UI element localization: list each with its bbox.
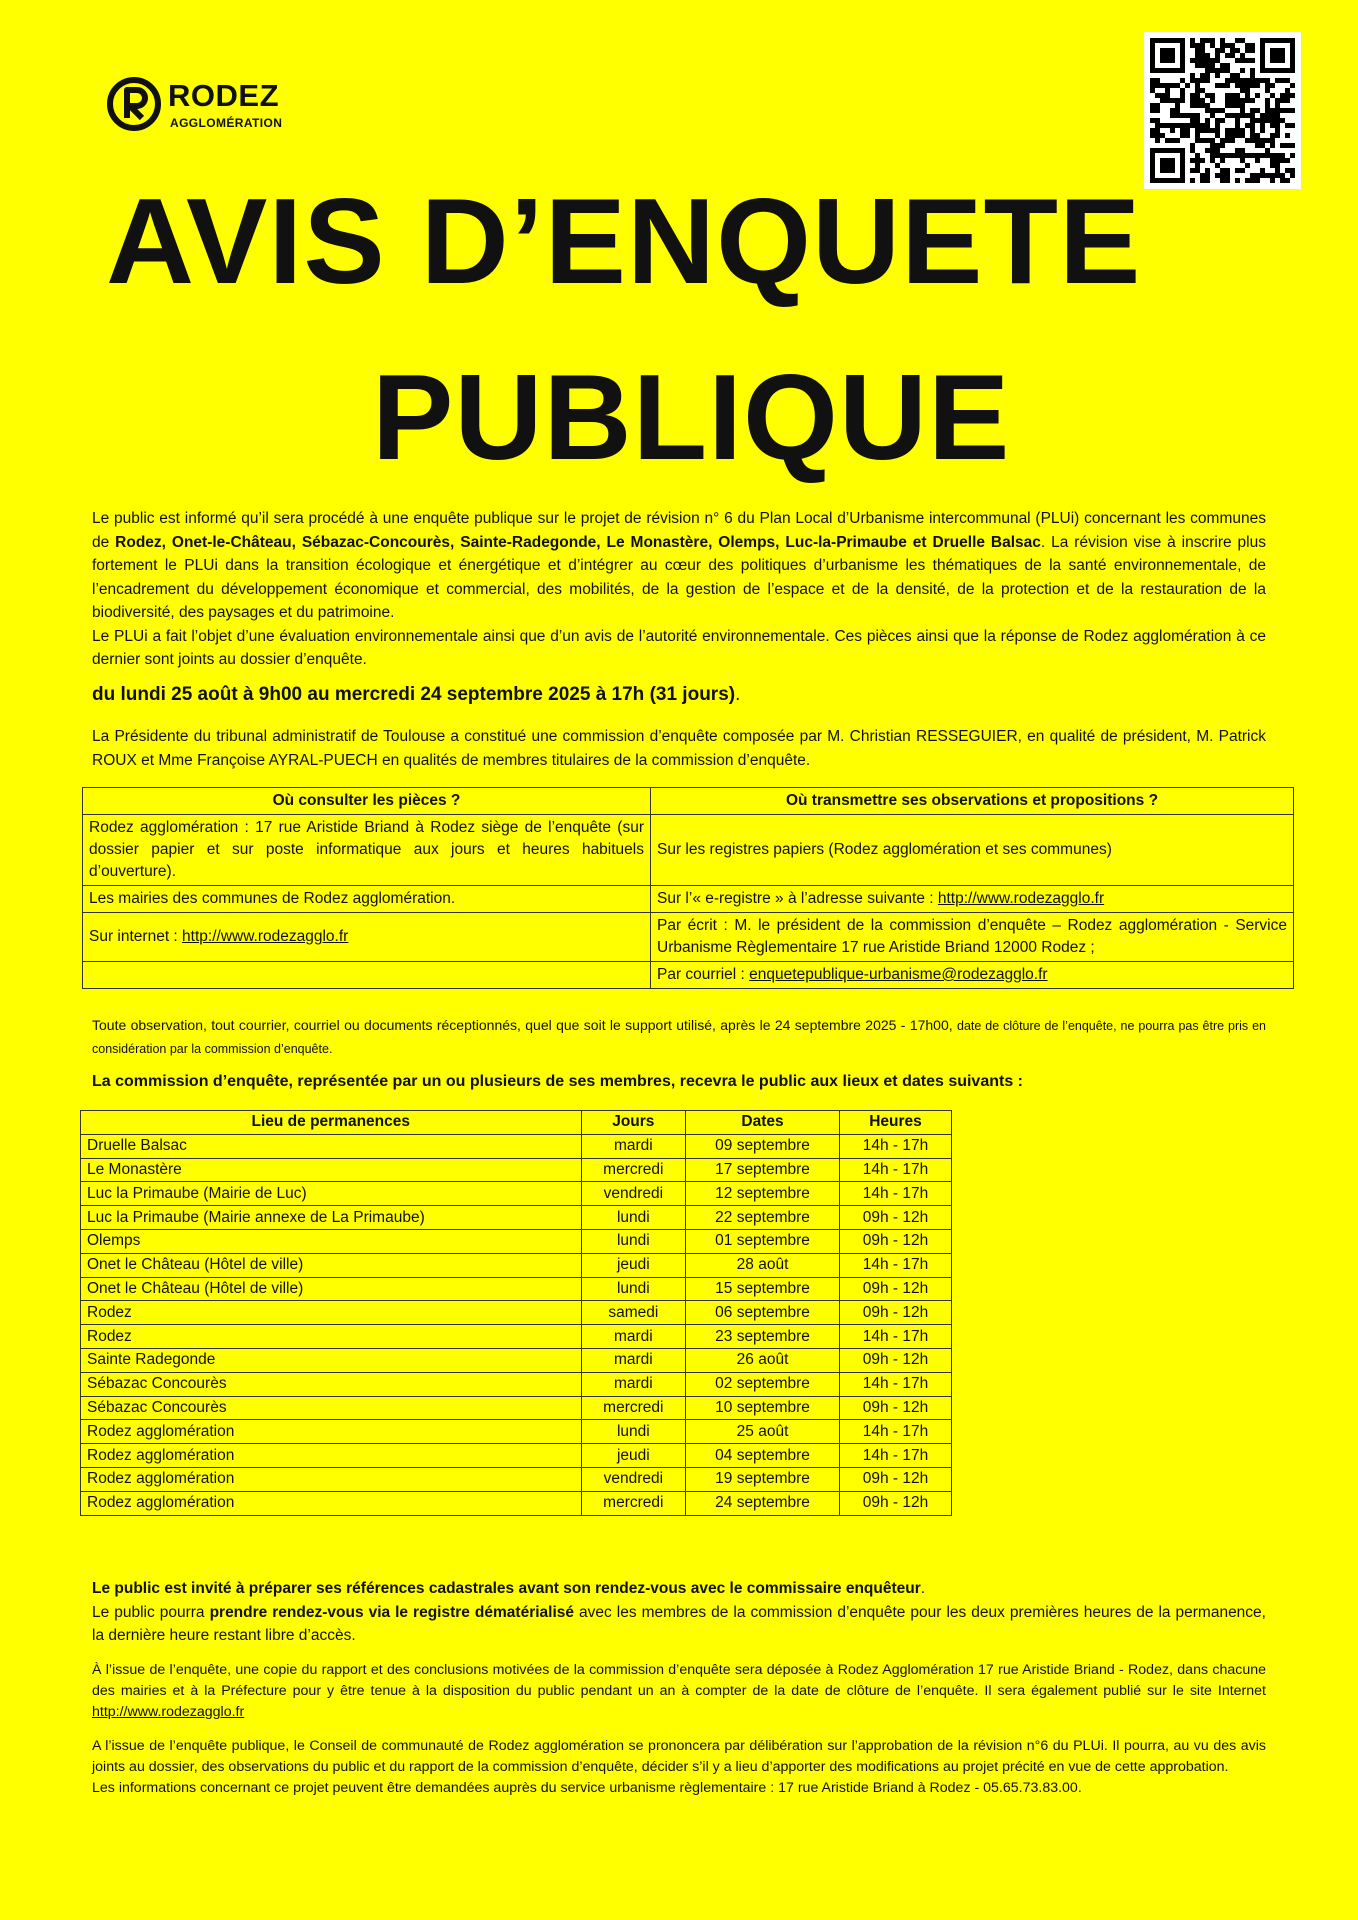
lieu-cell: Olemps xyxy=(81,1229,582,1253)
heure-cell: 09h - 12h xyxy=(839,1206,951,1230)
lieu-cell: Luc la Primaube (Mairie annexe de La Primaube) xyxy=(81,1206,582,1230)
dates-bold: du lundi 25 août à 9h00 au mercredi 24 septembre 2025 à 17h (31 jours) xyxy=(92,684,736,705)
date-cell: 17 septembre xyxy=(686,1158,840,1182)
table-row xyxy=(81,1182,952,1206)
heure-cell: 14h - 17h xyxy=(839,1158,951,1182)
jour-cell: vendredi xyxy=(581,1182,686,1206)
heure-cell: 09h - 12h xyxy=(839,1491,951,1515)
date-cell: 09 septembre xyxy=(686,1134,840,1158)
intro-paragraph xyxy=(92,507,1266,672)
table-row xyxy=(81,1348,952,1372)
table-row xyxy=(83,886,1294,913)
jour-cell: mardi xyxy=(581,1325,686,1349)
observation-notice xyxy=(92,1014,1266,1060)
lieu-cell: Le Monastère xyxy=(81,1158,582,1182)
intro-text-c: Le PLUi a fait l’objet d’une évaluation environnementale ainsi que d’un avis de l’autorité environnementale. Ces pièces ainsi que la réponse de Rodez agglomération à ce dernier sont joints au dossier d’enquête. xyxy=(92,627,1266,668)
logo-name: RODEZ xyxy=(168,78,279,113)
table-row xyxy=(81,1467,952,1491)
transmit-cell xyxy=(651,886,1294,913)
heure-cell: 09h - 12h xyxy=(839,1277,951,1301)
date-cell: 25 août xyxy=(686,1420,840,1444)
date-cell: 15 septembre xyxy=(686,1277,840,1301)
jour-cell: lundi xyxy=(581,1229,686,1253)
dates-end: . xyxy=(735,684,741,705)
email-link[interactable]: enquetepublique-urbanisme@rodezagglo.fr xyxy=(749,966,1048,983)
rdv-bold-2: prendre rendez-vous via le registre dématérialisé xyxy=(209,1603,575,1621)
jour-cell: lundi xyxy=(581,1420,686,1444)
jour-cell: lundi xyxy=(581,1277,686,1301)
transmit-cell xyxy=(651,962,1294,989)
lieu-cell: Rodez agglomération xyxy=(81,1444,582,1468)
date-cell: 01 septembre xyxy=(686,1229,840,1253)
heure-cell: 09h - 12h xyxy=(839,1467,951,1491)
date-cell: 02 septembre xyxy=(686,1372,840,1396)
table-row xyxy=(81,1253,952,1277)
title-line-1: AVIS D’ENQUETE xyxy=(106,173,1142,309)
date-cell: 19 septembre xyxy=(686,1467,840,1491)
lieu-cell: Sébazac Concourès xyxy=(81,1372,582,1396)
lieu-cell: Sainte Radegonde xyxy=(81,1348,582,1372)
lieu-cell: Rodez agglomération xyxy=(81,1467,582,1491)
heure-cell: 14h - 17h xyxy=(839,1253,951,1277)
eregistre-label: Sur l’« e-registre » à l’adresse suivante : xyxy=(657,890,938,907)
heure-cell: 14h - 17h xyxy=(839,1420,951,1444)
date-cell: 06 septembre xyxy=(686,1301,840,1325)
date-cell: 22 septembre xyxy=(686,1206,840,1230)
rdv-paragraph xyxy=(92,1577,1266,1648)
table-row xyxy=(81,1491,952,1515)
lieu-cell: Rodez xyxy=(81,1301,582,1325)
date-cell: 23 septembre xyxy=(686,1325,840,1349)
conseil-paragraph xyxy=(92,1736,1266,1799)
permanence-header-cell: Lieu de permanences xyxy=(81,1111,582,1135)
enquiry-dates xyxy=(92,684,740,706)
table-row xyxy=(83,913,1294,962)
table-row xyxy=(81,1325,952,1349)
rodez-r-logo-icon xyxy=(106,74,162,134)
heure-cell: 14h - 17h xyxy=(839,1372,951,1396)
title-line-2: PUBLIQUE xyxy=(372,349,1011,485)
observation-text-a: Toute observation, tout courrier, courriel ou documents réceptionnés, quel que soit le support utilisé, après le 24 septembre 2025 - 17h00, xyxy=(92,1017,957,1033)
transmit-cell: Par écrit : M. le président de la commission d’enquête – Rodez agglomération - Service Urbanisme Règlementaire 17 rue Aristide Briand 12000 Rodez ; xyxy=(651,913,1294,962)
jour-cell: mardi xyxy=(581,1372,686,1396)
intro-text-a: Le public est informé qu’il sera procédé à une enquête publique sur le projet de révision n° 6 du Plan Local d’Urbanisme intercommunal (PLUi) concernant les communes de xyxy=(92,510,1266,551)
qr-code[interactable] xyxy=(1144,32,1301,189)
jour-cell: jeudi xyxy=(581,1253,686,1277)
lieu-cell: Sébazac Concourès xyxy=(81,1396,582,1420)
jour-cell: mardi xyxy=(581,1348,686,1372)
rdv-text-a: Le public pourra xyxy=(92,1603,210,1621)
consult-cell: Les mairies des communes de Rodez agglomération. xyxy=(83,886,651,913)
date-cell: 28 août xyxy=(686,1253,840,1277)
rapport-paragraph xyxy=(92,1660,1266,1723)
jour-cell: lundi xyxy=(581,1206,686,1230)
empty-cell xyxy=(83,962,651,989)
rodez-logo xyxy=(106,74,296,134)
permanence-body xyxy=(81,1134,952,1515)
consultation-table xyxy=(82,787,1294,989)
intro-communes: Rodez, Onet-le-Château, Sébazac-Concourès, Sainte-Radegonde, Le Monastère, Olemps, Luc-la-Primaube et Druelle Balsac xyxy=(115,533,1041,551)
consult-header: Où consulter les pièces ? xyxy=(83,788,651,815)
logo-subtitle: AGGLOMÉRATION xyxy=(170,116,283,130)
jour-cell: vendredi xyxy=(581,1467,686,1491)
lieu-cell: Onet le Château (Hôtel de ville) xyxy=(81,1277,582,1301)
heure-cell: 09h - 12h xyxy=(839,1229,951,1253)
intro-text-b: . La révision vise à inscrire plus fortement le PLUi dans la transition écologique et énergétique et d’intégrer au cœur des politiques d’urbanisme les thématiques de la santé environnementale, de l’encadrement du développement économique et commercial, des mobilités, de la gestion de l’espace et de la densité, de la protection et de la restauration de la biodiversité, des paysages et du patrimoine. xyxy=(92,533,1266,621)
heure-cell: 09h - 12h xyxy=(839,1396,951,1420)
heure-cell: 09h - 12h xyxy=(839,1301,951,1325)
consult-cell: Rodez agglomération : 17 rue Aristide Briand à Rodez siège de l’enquête (sur dossier papier et sur poste informatique aux jours et heures habituels d’ouverture). xyxy=(83,815,651,886)
permanence-intro: La commission d’enquête, représentée par un ou plusieurs de ses membres, recevra le public aux lieux et dates suivants : xyxy=(92,1073,1023,1090)
heure-cell: 14h - 17h xyxy=(839,1325,951,1349)
jour-cell: samedi xyxy=(581,1301,686,1325)
internet-link[interactable]: http://www.rodezagglo.fr xyxy=(182,928,349,945)
heure-cell: 09h - 12h xyxy=(839,1348,951,1372)
email-label: Par courriel : xyxy=(657,966,750,983)
lieu-cell: Rodez xyxy=(81,1325,582,1349)
jour-cell: mercredi xyxy=(581,1491,686,1515)
heure-cell: 14h - 17h xyxy=(839,1444,951,1468)
date-cell: 12 septembre xyxy=(686,1182,840,1206)
lieu-cell: Rodez agglomération xyxy=(81,1420,582,1444)
permanence-header-row xyxy=(81,1111,952,1135)
permanence-header-cell: Dates xyxy=(686,1111,840,1135)
table-row xyxy=(81,1206,952,1230)
lieu-cell: Rodez agglomération xyxy=(81,1491,582,1515)
lieu-cell: Druelle Balsac xyxy=(81,1134,582,1158)
table-row xyxy=(83,815,1294,886)
jour-cell: mardi xyxy=(581,1134,686,1158)
table-row xyxy=(81,1158,952,1182)
permanence-header-cell: Heures xyxy=(839,1111,951,1135)
rdv-bold-1: Le public est invité à préparer ses références cadastrales avant son rendez-vous avec le commissaire enquêteur xyxy=(92,1580,921,1597)
date-cell: 26 août xyxy=(686,1348,840,1372)
rdv-end-1: . xyxy=(920,1580,926,1597)
rdv-text-b: avec les membres de la commission d’enquête pour les deux premières heures de la permanence, la dernière heure restant libre d’accès. xyxy=(92,1603,1266,1644)
permanence-table xyxy=(80,1110,952,1516)
table-row xyxy=(81,1396,952,1420)
observation-text-b: date de clôture de l’enquête, ne pourra pas être pris en considération par la commission d’enquête. xyxy=(92,1019,1266,1056)
consult-cell xyxy=(83,913,651,962)
table-row xyxy=(81,1372,952,1396)
table-row xyxy=(81,1444,952,1468)
table-row xyxy=(81,1229,952,1253)
commission-paragraph: La Présidente du tribunal administratif de Toulouse a constitué une commission d’enquête composée par M. Christian RESSEGUIER, en qualité de président, M. Patrick ROUX et Mme Françoise AYRAL-PUECH en qualités de membres titulaires de la commission d’enquête. xyxy=(92,728,1266,769)
lieu-cell: Luc la Primaube (Mairie de Luc) xyxy=(81,1182,582,1206)
heure-cell: 14h - 17h xyxy=(839,1134,951,1158)
rapport-text: À l’issue de l’enquête, une copie du rapport et des conclusions motivées de la commission d’enquête sera déposée à Rodez Agglomération 17 rue Aristide Briand - Rodez, dans chacune des mairies et à la Préfecture pour y être tenue à la disposition du public pendant un an à compter de la date de clôture de l’enquête. Il sera également publié sur le site Internet xyxy=(92,1662,1266,1699)
date-cell: 24 septembre xyxy=(686,1491,840,1515)
jour-cell: jeudi xyxy=(581,1444,686,1468)
table-row xyxy=(81,1420,952,1444)
date-cell: 10 septembre xyxy=(686,1396,840,1420)
jour-cell: mercredi xyxy=(581,1158,686,1182)
table-row xyxy=(83,962,1294,989)
eregistre-link[interactable]: http://www.rodezagglo.fr xyxy=(937,890,1105,907)
transmit-header: Où transmettre ses observations et propositions ? xyxy=(651,788,1294,815)
qr-code-icon xyxy=(1144,32,1301,189)
table-row xyxy=(81,1301,952,1325)
table-row xyxy=(81,1134,952,1158)
jour-cell: mercredi xyxy=(581,1396,686,1420)
date-cell: 04 septembre xyxy=(686,1444,840,1468)
heure-cell: 14h - 17h xyxy=(839,1182,951,1206)
conseil-text-a: A l’issue de l’enquête publique, le Conseil de communauté de Rodez agglomération se prononcera par délibération sur l’approbation de la révision n°6 du PLUi. Il pourra, au vu des avis joints au dossier, des observations du public et du rapport de la commission d’enquête, décider s’il y a lieu d’apporter des modifications au projet précité en vue de cette approbation. xyxy=(92,1738,1266,1775)
lieu-cell: Onet le Château (Hôtel de ville) xyxy=(81,1253,582,1277)
table-row xyxy=(81,1277,952,1301)
rapport-link[interactable]: http://www.rodezagglo.fr xyxy=(92,1704,245,1720)
consultation-header-row xyxy=(83,788,1294,815)
transmit-cell: Sur les registres papiers (Rodez agglomération et ses communes) xyxy=(651,815,1294,886)
conseil-text-b: Les informations concernant ce projet peuvent être demandées auprès du service urbanisme règlementaire : 17 rue Aristide Briand à Rodez - 05.65.73.83.00. xyxy=(92,1780,1082,1796)
internet-label: Sur internet : xyxy=(89,928,183,945)
permanence-header-cell: Jours xyxy=(581,1111,686,1135)
